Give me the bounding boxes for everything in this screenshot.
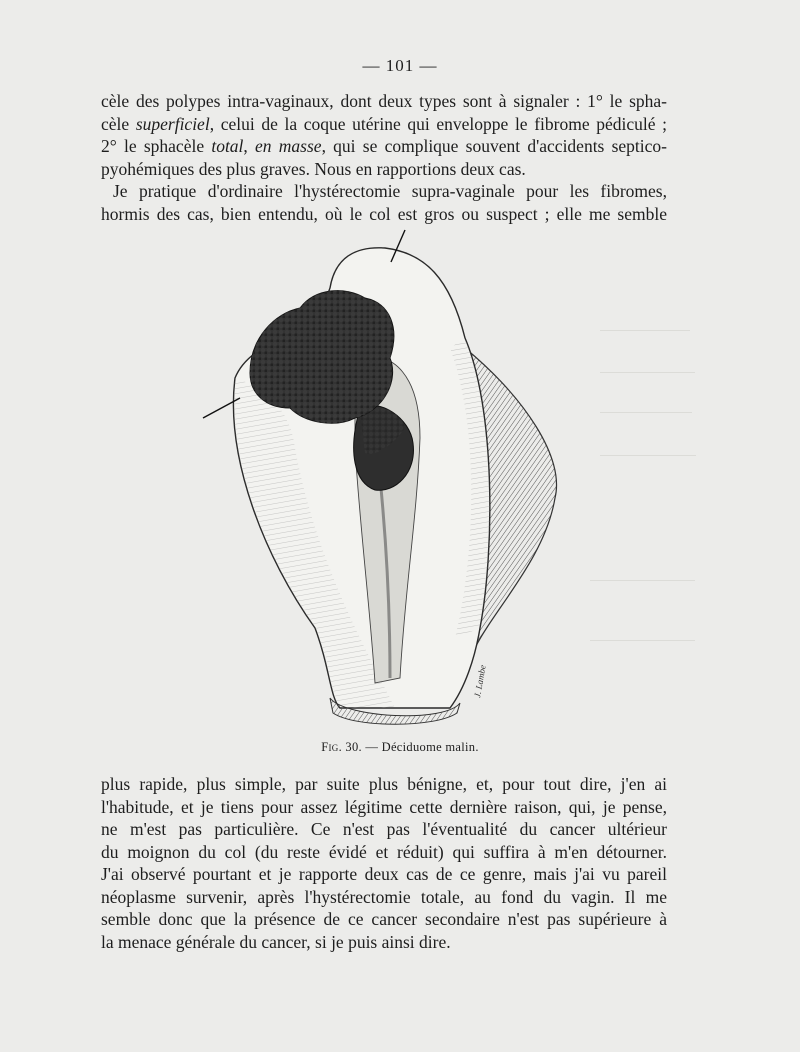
text-line: du moignon du col (du reste évidé et réduit) qui suffira à m'en détourner.	[101, 841, 667, 862]
paragraph-1	[101, 90, 667, 180]
text-line: J'ai observé pourtant et je rapporte deux cas de ce genre, mais j'ai vu pareil	[101, 864, 667, 884]
text-line: néoplasme survenir, après l'hystérectomie totale, au fond du vagin. Il me	[101, 886, 667, 907]
text-line: cèle des polypes intra-vaginaux, dont deux types sont à signaler : 1° le spha-	[101, 91, 667, 111]
text-line: cèle superficiel, celui de la coque utérine qui enveloppe le fibrome pédiculé ;	[101, 113, 668, 134]
text-line: hormis des cas, bien entendu, où le col est gros ou suspect ; elle me semble	[101, 203, 667, 224]
text-line: pyohémiques des plus graves. Nous en rapportions deux cas.	[101, 158, 526, 179]
deciduoma-engraving	[195, 228, 575, 733]
text-line: semble donc que la présence de ce cancer secondaire n'est pas supérieure à	[101, 909, 667, 929]
text-line: ne m'est pas particulière. Ce n'est pas l'éventualité du cancer ultérieur	[101, 819, 667, 839]
page-number: — 101 —	[362, 56, 438, 75]
text-line: l'habitude, et je tiens pour assez légitime cette dernière raison, qui, je pense,	[101, 796, 667, 817]
engraver-signature: J. Lambe	[472, 664, 488, 699]
figure-title: — Déciduome malin.	[361, 740, 479, 754]
text-line: 2° le sphacèle total, en masse, qui se complique souvent d'accidents septico-	[101, 136, 667, 156]
text-line: plus rapide, plus simple, par suite plus bénigne, et, pour tout dire, j'en ai	[101, 774, 667, 794]
figure-label: Fig. 30.	[321, 740, 362, 754]
text-line: la menace générale du cancer, si je puis ainsi dire.	[101, 931, 451, 952]
figure-illustration	[195, 228, 575, 733]
paragraph-3	[101, 773, 667, 953]
paragraph-2	[101, 180, 667, 225]
text-line: Je pratique d'ordinaire l'hystérectomie supra-vaginale pour les fibromes,	[113, 181, 667, 201]
figure-caption	[0, 740, 800, 755]
